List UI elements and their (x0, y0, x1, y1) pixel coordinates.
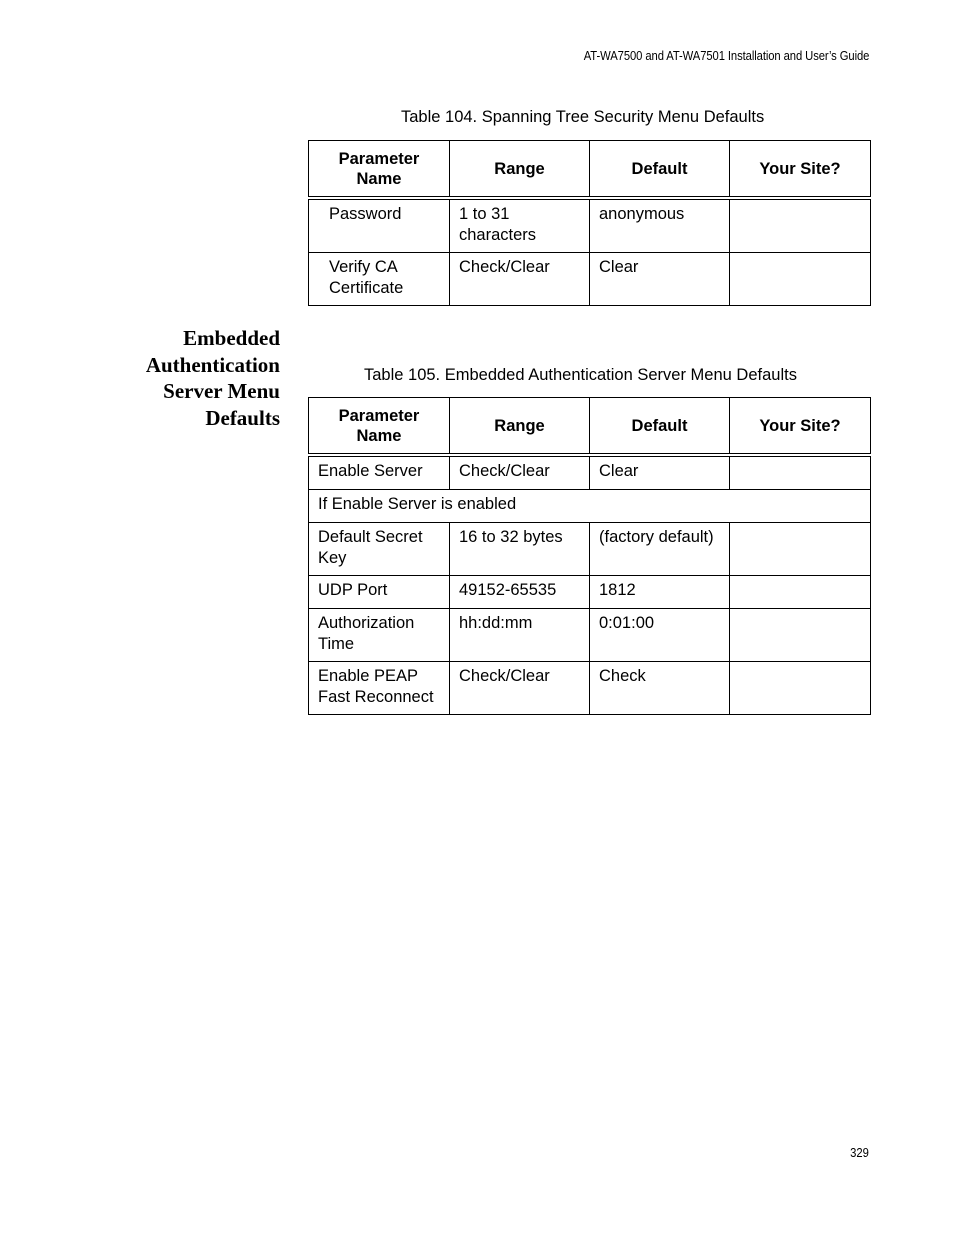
cell-range: hh:dd:mm (450, 609, 590, 662)
header-your-site: Your Site? (730, 398, 871, 456)
table-header-row (309, 398, 871, 456)
running-header: AT-WA7500 and AT-WA7501 Installation and User’s Guide (583, 49, 869, 63)
table-row (309, 253, 871, 306)
cell-default: Clear (590, 455, 730, 490)
table-104-caption: Table 104. Spanning Tree Security Menu Defaults (401, 108, 765, 126)
cell-range: 16 to 32 bytes (450, 523, 590, 576)
cell-default: Check (590, 662, 730, 715)
cell-default: (factory default) (590, 523, 730, 576)
cell-your-site (730, 662, 871, 715)
table-105-caption: Table 105. Embedded Authentication Server Menu Defaults (364, 366, 797, 384)
cell-parameter: Enable PEAP Fast Reconnect (309, 662, 450, 715)
cell-your-site (730, 576, 871, 609)
header-default: Default (590, 398, 730, 456)
cell-range: Check/Clear (450, 662, 590, 715)
cell-your-site (730, 523, 871, 576)
cell-parameter: UDP Port (309, 576, 450, 609)
cell-default: anonymous (590, 198, 730, 253)
cell-range: 1 to 31 characters (450, 198, 590, 253)
header-default: Default (590, 141, 730, 199)
cell-parameter: Verify CA Certificate (309, 253, 450, 306)
table-header-row (309, 141, 871, 199)
cell-range: Check/Clear (450, 253, 590, 306)
cell-your-site (730, 253, 871, 306)
header-range: Range (450, 141, 590, 199)
cell-default: 0:01:00 (590, 609, 730, 662)
table-105 (308, 397, 871, 715)
table-row (309, 662, 871, 715)
header-parameter-name: Parameter Name (309, 141, 450, 199)
table-row (309, 198, 871, 253)
table-row (309, 523, 871, 576)
table-row (309, 576, 871, 609)
page-number: 329 (850, 1146, 869, 1160)
header-your-site: Your Site? (730, 141, 871, 199)
table-row (309, 455, 871, 490)
cell-range: 49152-65535 (450, 576, 590, 609)
cell-parameter: Enable Server (309, 455, 450, 490)
cell-your-site (730, 609, 871, 662)
cell-range: Check/Clear (450, 455, 590, 490)
cell-your-site (730, 198, 871, 253)
table-note-row (309, 490, 871, 523)
cell-parameter: Authorization Time (309, 609, 450, 662)
table-row (309, 609, 871, 662)
cell-parameter: Default Secret Key (309, 523, 450, 576)
section-heading: Embedded Authentication Server Menu Defaults (145, 326, 280, 430)
table-104 (308, 140, 871, 306)
header-parameter-name: Parameter Name (309, 398, 450, 456)
cell-parameter: Password (309, 198, 450, 253)
cell-default: Clear (590, 253, 730, 306)
cell-your-site (730, 455, 871, 490)
cell-spanning-note: If Enable Server is enabled (309, 490, 871, 523)
header-range: Range (450, 398, 590, 456)
cell-default: 1812 (590, 576, 730, 609)
